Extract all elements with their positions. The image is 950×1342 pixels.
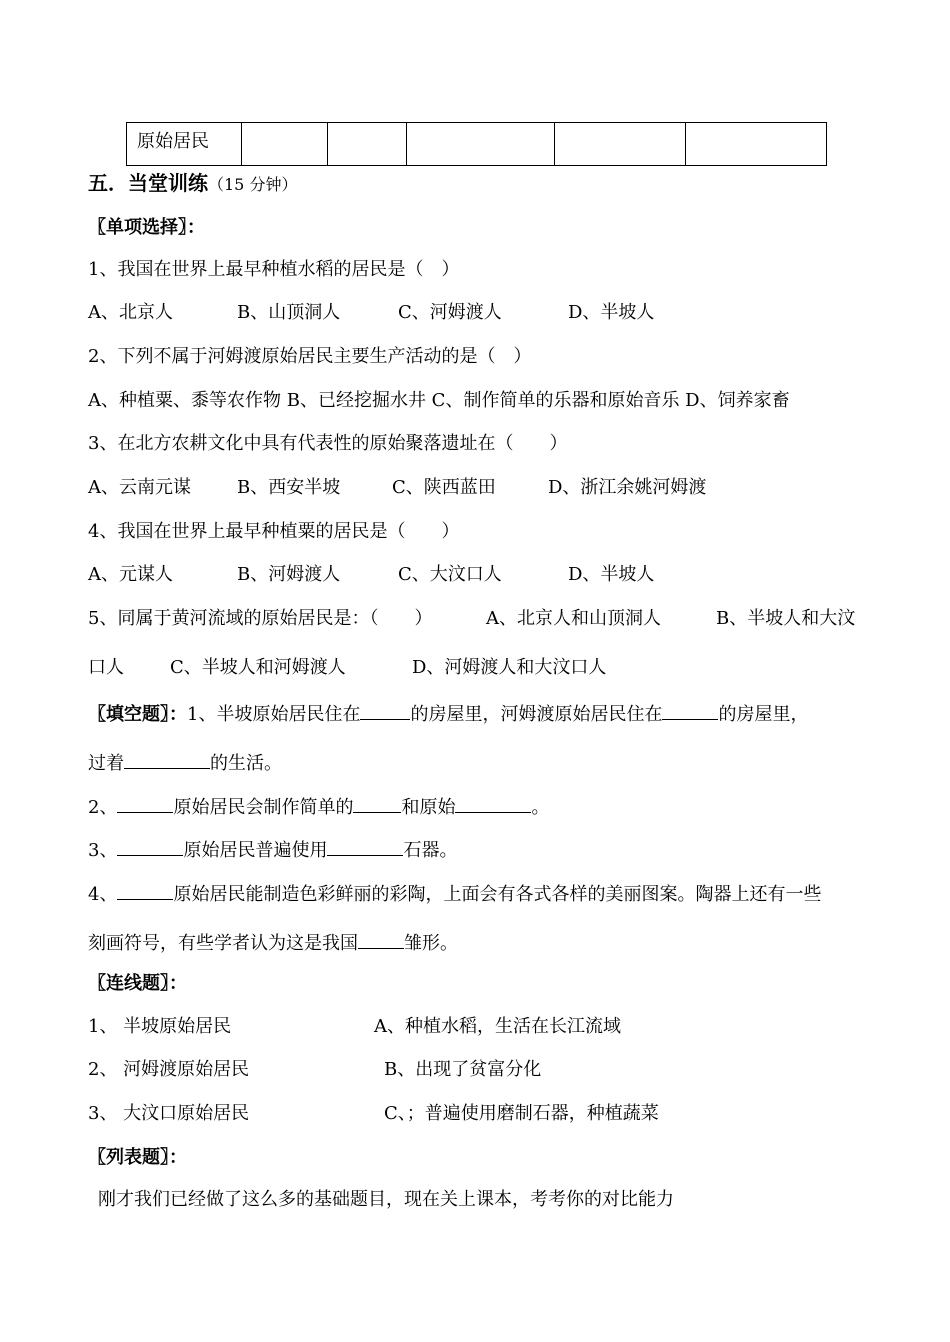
- question-4-option-b[interactable]: B、河姆渡人: [237, 564, 341, 585]
- answer-blank[interactable]: [124, 751, 210, 769]
- table-question-text: 刚才我们已经做了这么多的基础题目，现在关上课本，考考你的对比能力: [98, 1189, 674, 1210]
- question-1-option-c[interactable]: C、河姆渡人: [398, 302, 502, 323]
- section-title: 五．当堂训练（15 分钟）: [88, 171, 298, 195]
- matching-header: 〖连线题〗：: [88, 973, 187, 994]
- matching-left-item[interactable]: 1、 半坡原始居民: [88, 1016, 232, 1037]
- question-5-option-b[interactable]: B、半坡人和大汶: [716, 608, 856, 629]
- question-3-option-c[interactable]: C、陕西蓝田: [392, 477, 496, 498]
- matching-right-item[interactable]: B、出现了贫富分化: [384, 1059, 542, 1080]
- question-4-option-d[interactable]: D、半坡人: [568, 564, 655, 585]
- question-2-stem: 2、下列不属于河姆渡原始居民主要生产活动的是（ ）: [88, 346, 532, 367]
- fill-question-2: 2、 原始居民会制作简单的 和原始 。: [88, 797, 550, 818]
- fill-question-1-line-1: 〖填空题〗：1、半坡原始居民住在 的房屋里，河姆渡原始居民住在 的房屋里，: [88, 704, 809, 725]
- question-4-option-a[interactable]: A、元谋人: [88, 564, 173, 585]
- question-1-option-b[interactable]: B、山顶洞人: [237, 302, 341, 323]
- question-5-option-b-continued[interactable]: 口人: [88, 657, 124, 678]
- answer-blank[interactable]: [117, 882, 173, 900]
- question-3-option-b[interactable]: B、西安半坡: [237, 477, 341, 498]
- question-5-option-c[interactable]: C、半坡人和河姆渡人: [170, 657, 346, 678]
- table-cell-empty[interactable]: [555, 123, 686, 166]
- single-choice-header: 〖单项选择〗：: [88, 217, 205, 238]
- question-5-option-d[interactable]: D、河姆渡人和大汶口人: [412, 657, 607, 678]
- question-5-stem: 5、同属于黄河流域的原始居民是：（ ）: [88, 608, 433, 629]
- table-cell-empty[interactable]: [686, 123, 827, 166]
- table-row: [127, 123, 827, 166]
- answer-blank[interactable]: [360, 702, 410, 720]
- table-cell-empty[interactable]: [242, 123, 328, 166]
- question-4-stem: 4、我国在世界上最早种植粟的居民是（ ）: [88, 521, 460, 542]
- question-5-option-a[interactable]: A、北京人和山顶洞人: [486, 608, 661, 629]
- fill-question-4-line-2: 刻画符号，有些学者认为这是我国 雏形。: [88, 933, 458, 954]
- question-4-option-c[interactable]: C、大汶口人: [398, 564, 502, 585]
- matching-left-item[interactable]: 2、 河姆渡原始居民: [88, 1059, 250, 1080]
- matching-left-item[interactable]: 3、 大汶口原始居民: [88, 1103, 250, 1124]
- answer-blank[interactable]: [455, 795, 531, 813]
- answer-blank[interactable]: [358, 931, 404, 949]
- answer-blank[interactable]: [353, 795, 401, 813]
- question-2-options[interactable]: A、种植粟、黍等农作物 B、已经挖掘水井 C、制作简单的乐器和原始音乐 D、饲养家畜: [88, 390, 790, 411]
- question-3-option-d[interactable]: D、浙江余姚河姆渡: [548, 477, 707, 498]
- answer-blank[interactable]: [117, 795, 173, 813]
- fill-question-4-line-1: 4、 原始居民能制造色彩鲜丽的彩陶，上面会有各式各样的美丽图案。陶器上还有一些: [88, 884, 822, 905]
- question-1-option-a[interactable]: A、北京人: [88, 302, 173, 323]
- matching-right-item[interactable]: A、种植水稻，生活在长江流域: [374, 1016, 621, 1037]
- table-cell-empty[interactable]: [407, 123, 555, 166]
- table-question-header: 〖列表题〗：: [88, 1147, 187, 1168]
- answer-blank[interactable]: [327, 838, 403, 856]
- question-3-stem: 3、在北方农耕文化中具有代表性的原始聚落遗址在（ ）: [88, 433, 568, 454]
- question-1-stem: 1、我国在世界上最早种植水稻的居民是（ ）: [88, 259, 460, 280]
- comparison-table-fragment: [126, 122, 827, 166]
- table-cell-label: 原始居民: [127, 123, 242, 166]
- fill-question-3: 3、 原始居民普遍使用 石器。: [88, 840, 458, 861]
- answer-blank[interactable]: [117, 838, 183, 856]
- fill-question-1-line-2: 过着 的生活。: [88, 753, 282, 774]
- question-1-option-d[interactable]: D、半坡人: [568, 302, 655, 323]
- table-cell-empty[interactable]: [328, 123, 407, 166]
- question-3-option-a[interactable]: A、云南元谋: [88, 477, 191, 498]
- answer-blank[interactable]: [662, 702, 718, 720]
- matching-right-item[interactable]: C、；普遍使用磨制石器，种植蔬菜: [384, 1103, 659, 1124]
